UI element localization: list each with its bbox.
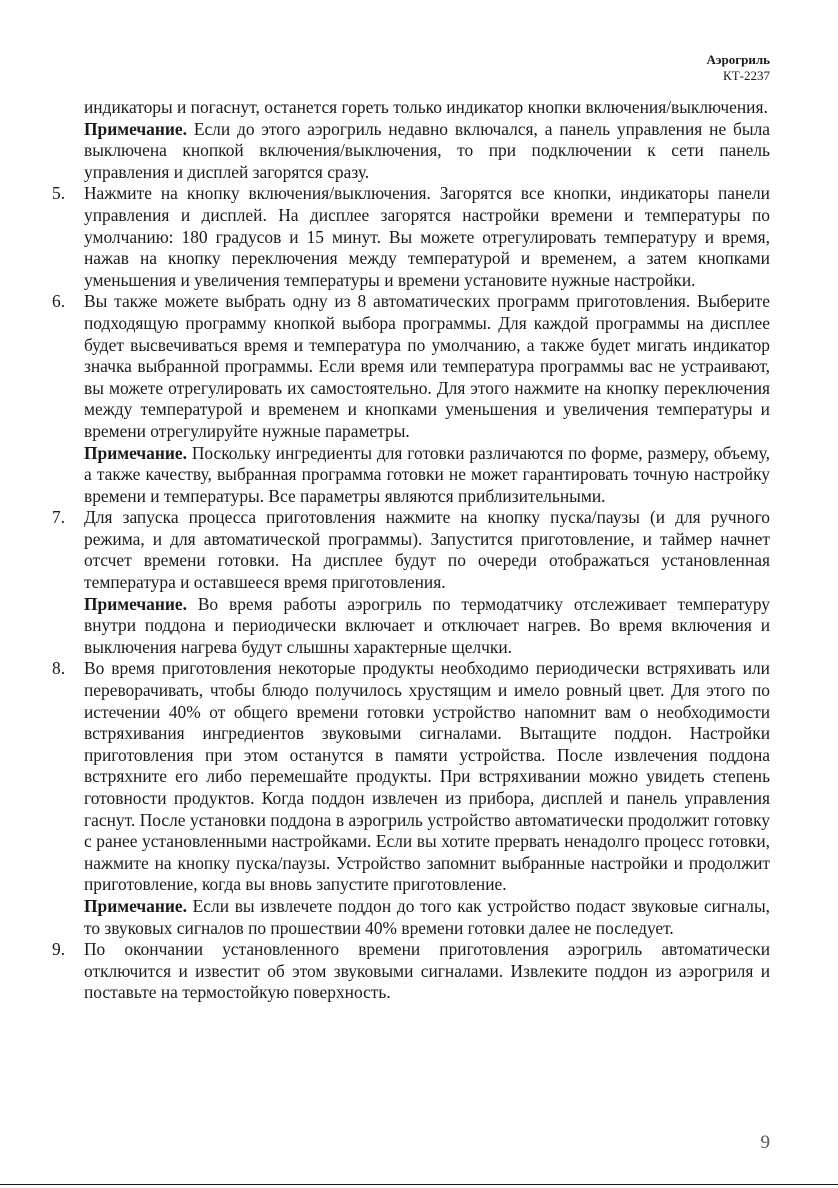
- note-label: Примечание.: [84, 593, 187, 614]
- step-text: По окончании установленного времени приготовления аэрогриль автоматически отключится и известит об этом звуковыми сигналами. Извлеките поддон из аэрогриля и поставьте на термостойкую поверхность.: [84, 939, 770, 1003]
- step-text: Для запуска процесса приготовления нажмите на кнопку пуска/паузы (и для ручного режима, и для автоматической программы). Запустится приготовление, и таймер начнет отсчет времени готовки. На дисплее будут по очереди отображаться установленная температура и оставшееся время приготовления.: [84, 507, 770, 593]
- step-note: [84, 594, 770, 659]
- page-header: [706, 52, 770, 84]
- step-7: [52, 507, 770, 658]
- step-note: [84, 443, 770, 508]
- step-text: Во время приготовления некоторые продукты необходимо периодически встряхивать или переворачивать, чтобы блюдо получилось хрустящим и имело ровный цвет. Для этого по истечении 40% от общего времени готовки устройство напомнит вам о необходимости встряхивания ингредиентов звуковыми сигналами. Вытащите поддон. Настройки приготовления при этом останутся в памяти устройства. После извлечения поддона встряхните его либо перемешайте продукты. При встряхивании можно увидеть степень готовности продуктов. Когда поддон извлечен из прибора, дисплей и панель управления гаснут. После установки поддона в аэрогриль устройство автоматически продолжит готовку с ранее установленными настройками. Если вы хотите прервать ненадолго процесс готовки, нажмите на кнопку пуска/паузы. Устройство запомнит выбранные настройки и продолжит приготовление, когда вы вновь запустите приготовление.: [84, 658, 770, 895]
- step-text: Вы также можете выбрать одну из 8 автоматических программ приготовления. Выберите подходящую программу кнопкой выбора программы. Для каждой программы на дисплее будет высвечиваться время и температура по умолчанию, а также будет мигать индикатор значка выбранной программы. Если время или температура программы вас не устраивают, вы можете отрегулировать их самостоятельно. Для этого нажмите на кнопку переключения между температурой и временем и кнопками уменьшения и увеличения температуры и времени отрегулируйте нужные параметры.: [84, 291, 770, 441]
- intro-paragraph: индикаторы и погаснут, останется гореть только индикатор кнопки включения/выключения.: [84, 97, 768, 117]
- header-product: Аэрогриль: [706, 52, 770, 67]
- bottom-rule: [0, 1184, 838, 1185]
- note-label: Примечание.: [84, 442, 187, 463]
- note-text: Поскольку ингредиенты для готовки различаются по форме, размеру, объему, а также качеству, выбранная программа готовки не может гарантировать точную настройку времени и температуры. Все параметры являются приблизительными.: [84, 442, 770, 506]
- instructions-body: [52, 97, 770, 1004]
- step-number: 6.: [52, 291, 66, 312]
- step-number: 5.: [52, 183, 66, 204]
- step-note: [84, 896, 770, 939]
- step-9: [52, 939, 770, 1004]
- step-number: 7.: [52, 507, 66, 528]
- note-text: Во время работы аэрогриль по термодатчику отслеживает температуру внутри поддона и периодически включает и отключает нагрев. Во время включения и выключения нагрева будут слышны характерные щелчки.: [84, 593, 770, 657]
- step-5: [52, 183, 770, 291]
- step-8: [52, 658, 770, 939]
- step-number: 8.: [52, 658, 66, 679]
- note-text: Если до этого аэрогриль недавно включался, а панель управления не была выключена кнопкой включения/выключения, то при подключении к сети панель управления и дисплей загорятся сразу.: [84, 118, 770, 182]
- step-text: Нажмите на кнопку включения/выключения. Загорятся все кнопки, индикаторы панели управления и дисплей. На дисплее загорятся настройки времени и температуры по умолчанию: 180 градусов и 15 минут. Вы можете отрегулировать температуру и время, нажав на кнопку переключения между температурой и временем, а затем кнопками уменьшения и увеличения температуры и времени установите нужные настройки.: [84, 183, 770, 290]
- page-number: 9: [760, 1132, 770, 1153]
- step-number: 9.: [52, 939, 66, 960]
- header-model: КТ-2237: [723, 68, 770, 83]
- note-label: Примечание.: [84, 118, 187, 139]
- intro-note: [84, 119, 770, 184]
- note-label: Примечание.: [84, 895, 187, 916]
- step-6: [52, 291, 770, 507]
- note-text: Если вы извлечете поддон до того как устройство подаст звуковые сигналы, то звуковых сигналов по прошествии 40% времени готовки далее не последует.: [84, 895, 770, 938]
